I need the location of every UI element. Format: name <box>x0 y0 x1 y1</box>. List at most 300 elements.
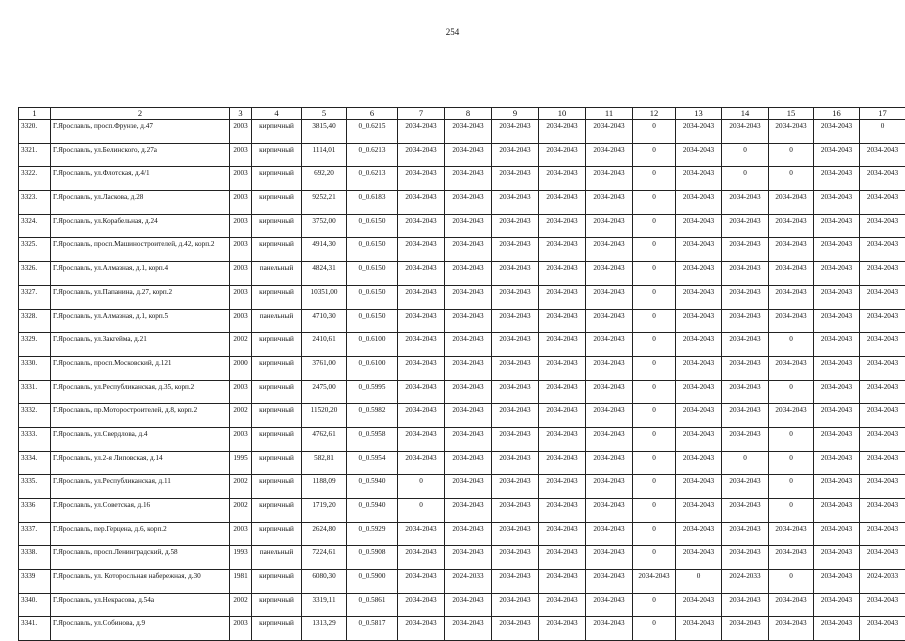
row-number: 3329. <box>19 333 51 357</box>
table-cell: 2003 <box>230 120 252 144</box>
table-cell: 2034-2043 <box>814 570 860 594</box>
table-cell: 2034-2043 <box>445 285 492 309</box>
table-cell: 2024-2033 <box>722 570 769 594</box>
table-cell: 2034-2043 <box>586 499 633 523</box>
table-cell: 2034-2043 <box>586 570 633 594</box>
table-cell: 2034-2043 <box>539 451 586 475</box>
table-cell: 2034-2043 <box>398 617 445 641</box>
table-cell: 2034-2043 <box>539 285 586 309</box>
table-cell: 2034-2043 <box>769 214 814 238</box>
table-cell: 2034-2043 <box>676 262 722 286</box>
table-cell: 0 <box>769 499 814 523</box>
table-row <box>19 593 905 617</box>
table-cell: 0 <box>633 427 676 451</box>
table-cell: 0_0.5817 <box>347 617 398 641</box>
table-cell: 4824,31 <box>302 262 347 286</box>
table-cell: 2034-2043 <box>398 333 445 357</box>
address-cell: Г.Ярославль, ул.Алмазная, д.1, корп.5 <box>51 309 230 333</box>
table-cell: 2034-2043 <box>492 214 539 238</box>
table-cell: кирпичный <box>252 522 302 546</box>
table-cell: 2034-2043 <box>398 522 445 546</box>
table-cell: 2034-2043 <box>586 380 633 404</box>
row-number: 3325. <box>19 238 51 262</box>
row-number: 3336 <box>19 499 51 523</box>
table-cell: 2034-2043 <box>539 546 586 570</box>
address-cell: Г.Ярославль, ул.Советская, д.16 <box>51 499 230 523</box>
table-row <box>19 191 905 215</box>
table-cell: 3815,40 <box>302 120 347 144</box>
table-cell: 2034-2043 <box>586 285 633 309</box>
address-cell: Г.Ярославль, ул.Республиканская, д.11 <box>51 475 230 499</box>
column-header: 13 <box>676 108 722 120</box>
table-cell: 0_0.6150 <box>347 238 398 262</box>
address-cell: Г.Ярославль, ул.Корабельная, д.24 <box>51 214 230 238</box>
table-cell: 2034-2043 <box>586 238 633 262</box>
table-cell: 2034-2043 <box>814 309 860 333</box>
table-cell: 0 <box>633 522 676 546</box>
table-cell: 2034-2043 <box>492 499 539 523</box>
column-header: 11 <box>586 108 633 120</box>
column-header: 12 <box>633 108 676 120</box>
page-number: 254 <box>0 27 905 37</box>
table-cell: 2034-2043 <box>676 380 722 404</box>
column-header: 10 <box>539 108 586 120</box>
housing-table <box>18 107 905 641</box>
address-cell: Г.Ярославль, ул. Которосльная набережная, д.30 <box>51 570 230 594</box>
row-number: 3322. <box>19 167 51 191</box>
table-cell: панельный <box>252 262 302 286</box>
table-cell: 2034-2043 <box>860 546 905 570</box>
table-row <box>19 427 905 451</box>
table-cell: 2034-2043 <box>492 451 539 475</box>
table-cell: 2034-2043 <box>445 380 492 404</box>
table-cell: 2034-2043 <box>398 451 445 475</box>
table-cell: 2034-2043 <box>722 522 769 546</box>
table-cell: 2034-2043 <box>398 262 445 286</box>
table-cell: 2034-2043 <box>860 593 905 617</box>
table-row <box>19 214 905 238</box>
table-cell: 2003 <box>230 262 252 286</box>
row-number: 3335. <box>19 475 51 499</box>
table-cell: 4762,61 <box>302 427 347 451</box>
column-header: 2 <box>51 108 230 120</box>
table-cell: 0_0.6100 <box>347 333 398 357</box>
table-cell: 0 <box>769 570 814 594</box>
table-cell: 2034-2043 <box>676 285 722 309</box>
table-cell: 2034-2043 <box>814 262 860 286</box>
table-cell: 0 <box>860 120 905 144</box>
table-row <box>19 617 905 641</box>
table-row <box>19 167 905 191</box>
table-row <box>19 143 905 167</box>
table-cell: 2034-2043 <box>445 167 492 191</box>
table-cell: 2034-2043 <box>398 120 445 144</box>
table-cell: 0 <box>633 475 676 499</box>
table-cell: 0_0.5900 <box>347 570 398 594</box>
table-cell: 10351,00 <box>302 285 347 309</box>
row-number: 3333. <box>19 427 51 451</box>
table-cell: 2034-2043 <box>398 143 445 167</box>
table-cell: 2034-2043 <box>676 546 722 570</box>
table-cell: 0 <box>769 167 814 191</box>
table-cell: 692,20 <box>302 167 347 191</box>
table-cell: 2034-2043 <box>586 333 633 357</box>
table-cell: 2034-2043 <box>860 214 905 238</box>
table-cell: 0 <box>633 617 676 641</box>
table-cell: кирпичный <box>252 617 302 641</box>
table-cell: 2034-2043 <box>398 285 445 309</box>
table-cell: 2034-2043 <box>722 380 769 404</box>
table-cell: 2034-2043 <box>814 285 860 309</box>
table-cell: 0 <box>769 427 814 451</box>
table-cell: 2034-2043 <box>445 191 492 215</box>
table-cell: 2034-2043 <box>860 309 905 333</box>
table-cell: 2034-2043 <box>586 451 633 475</box>
address-cell: Г.Ярославль, ул.Папанина, д.27, корп.2 <box>51 285 230 309</box>
table-cell: 2034-2043 <box>586 427 633 451</box>
table-cell: 2034-2043 <box>860 522 905 546</box>
table-cell: 2034-2043 <box>492 546 539 570</box>
table-row <box>19 451 905 475</box>
table-cell: 4914,30 <box>302 238 347 262</box>
table-cell: 2003 <box>230 522 252 546</box>
table-cell: 0_0.6150 <box>347 262 398 286</box>
address-cell: Г.Ярославль, просп.Ленинградский, д.58 <box>51 546 230 570</box>
table-cell: 2034-2043 <box>398 546 445 570</box>
table-cell: 2034-2043 <box>398 404 445 428</box>
table-cell: 2034-2043 <box>676 404 722 428</box>
table-cell: 2034-2043 <box>769 262 814 286</box>
table-cell: 2034-2043 <box>586 356 633 380</box>
address-cell: Г.Ярославль, ул.Флотская, д.4/1 <box>51 167 230 191</box>
table-cell: 2034-2043 <box>539 333 586 357</box>
table-cell: 0 <box>633 238 676 262</box>
table-cell: 0 <box>398 475 445 499</box>
table-cell: 0_0.6183 <box>347 191 398 215</box>
table-cell: 2003 <box>230 285 252 309</box>
table-cell: 0_0.5954 <box>347 451 398 475</box>
table-cell: кирпичный <box>252 499 302 523</box>
table-cell: 2034-2043 <box>769 356 814 380</box>
table-cell: 2003 <box>230 167 252 191</box>
address-cell: Г.Ярославль, пер.Герцена, д.6, корп.2 <box>51 522 230 546</box>
table-cell: 0_0.6213 <box>347 143 398 167</box>
table-cell: 0 <box>633 285 676 309</box>
table-cell: 2003 <box>230 309 252 333</box>
column-header: 9 <box>492 108 539 120</box>
table-cell: 2034-2043 <box>860 356 905 380</box>
table-cell: 2034-2043 <box>860 499 905 523</box>
table-row <box>19 285 905 309</box>
table-cell: 2034-2043 <box>814 451 860 475</box>
table-cell: кирпичный <box>252 356 302 380</box>
row-number: 3338. <box>19 546 51 570</box>
table-cell: 2034-2043 <box>445 333 492 357</box>
table-cell: 2034-2043 <box>676 522 722 546</box>
row-number: 3323. <box>19 191 51 215</box>
table-cell: 2034-2043 <box>769 617 814 641</box>
table-cell: 2034-2043 <box>539 499 586 523</box>
table-cell: 2034-2043 <box>398 191 445 215</box>
table-cell: 11520,20 <box>302 404 347 428</box>
table-cell: 2034-2043 <box>676 167 722 191</box>
row-number: 3337. <box>19 522 51 546</box>
table-cell: 2034-2043 <box>492 427 539 451</box>
table-cell: 2034-2043 <box>860 238 905 262</box>
table-cell: 2034-2043 <box>539 356 586 380</box>
table-cell: 2034-2043 <box>860 333 905 357</box>
column-header: 7 <box>398 108 445 120</box>
address-cell: Г.Ярославль, ул.Республиканская, д.35, корп.2 <box>51 380 230 404</box>
table-cell: 0_0.5982 <box>347 404 398 428</box>
table-cell: 2034-2043 <box>814 522 860 546</box>
table-cell: 2034-2043 <box>539 167 586 191</box>
table-cell: кирпичный <box>252 167 302 191</box>
table-cell: 2034-2043 <box>445 499 492 523</box>
table-cell: 1313,29 <box>302 617 347 641</box>
column-header: 17 <box>860 108 905 120</box>
table-cell: 2034-2043 <box>398 570 445 594</box>
table-cell: 1995 <box>230 451 252 475</box>
table-cell: 2034-2043 <box>769 285 814 309</box>
table-cell: 2034-2043 <box>445 475 492 499</box>
table-cell: 2034-2043 <box>814 238 860 262</box>
table-cell: 2003 <box>230 427 252 451</box>
table-cell: 0 <box>722 167 769 191</box>
table-cell: 0_0.5940 <box>347 475 398 499</box>
table-cell: 2034-2043 <box>676 451 722 475</box>
table-row <box>19 499 905 523</box>
table-cell: 2034-2043 <box>586 404 633 428</box>
table-cell: 2034-2043 <box>860 427 905 451</box>
table-row <box>19 333 905 357</box>
table-cell: 0 <box>722 143 769 167</box>
table-row <box>19 380 905 404</box>
table-cell: 2034-2043 <box>539 143 586 167</box>
table-cell: 2034-2043 <box>860 617 905 641</box>
row-number: 3331. <box>19 380 51 404</box>
table-cell: 2034-2043 <box>769 191 814 215</box>
table-cell: 0_0.6150 <box>347 309 398 333</box>
table-cell: кирпичный <box>252 570 302 594</box>
table-cell: 0 <box>769 475 814 499</box>
table-cell: 2034-2043 <box>492 404 539 428</box>
table-cell: 2034-2043 <box>814 333 860 357</box>
table-cell: кирпичный <box>252 191 302 215</box>
table-cell: 2034-2043 <box>769 546 814 570</box>
table-cell: 0 <box>769 380 814 404</box>
row-number: 3326. <box>19 262 51 286</box>
table-cell: 2003 <box>230 380 252 404</box>
table-cell: 2034-2043 <box>398 593 445 617</box>
table-cell: 2034-2043 <box>539 593 586 617</box>
table-cell: кирпичный <box>252 380 302 404</box>
table-cell: 0 <box>633 333 676 357</box>
table-cell: 2034-2043 <box>722 593 769 617</box>
table-cell: 2034-2043 <box>539 475 586 499</box>
table-cell: 0 <box>633 262 676 286</box>
address-cell: Г.Ярославль, ул.Собинова, д.9 <box>51 617 230 641</box>
table-cell: 2034-2043 <box>722 499 769 523</box>
table-cell: 2034-2043 <box>539 238 586 262</box>
table-cell: 2034-2043 <box>860 380 905 404</box>
table-cell: 2034-2043 <box>860 143 905 167</box>
table-cell: 2034-2043 <box>539 309 586 333</box>
table-cell: 0 <box>633 191 676 215</box>
table-cell: 0 <box>633 143 676 167</box>
table-cell: 2034-2043 <box>539 262 586 286</box>
table-cell: 0_0.5940 <box>347 499 398 523</box>
table-cell: 2034-2043 <box>586 522 633 546</box>
table-cell: 2034-2043 <box>722 191 769 215</box>
column-header: 1 <box>19 108 51 120</box>
table-cell: 2034-2043 <box>445 404 492 428</box>
table-cell: 2034-2043 <box>586 309 633 333</box>
table-cell: 2034-2043 <box>814 593 860 617</box>
row-number: 3321. <box>19 143 51 167</box>
table-cell: 2034-2043 <box>814 546 860 570</box>
table-cell: 2034-2043 <box>398 214 445 238</box>
address-cell: Г.Ярославль, ул.Некрасова, д.54а <box>51 593 230 617</box>
table-cell: 1719,20 <box>302 499 347 523</box>
table-cell: 6080,30 <box>302 570 347 594</box>
row-number: 3330. <box>19 356 51 380</box>
table-cell: 0_0.5958 <box>347 427 398 451</box>
table-cell: 2034-2043 <box>722 333 769 357</box>
table-cell: 2034-2043 <box>445 356 492 380</box>
table-cell: 2034-2043 <box>492 593 539 617</box>
row-number: 3320. <box>19 120 51 144</box>
table-cell: 2034-2043 <box>492 522 539 546</box>
table-cell: кирпичный <box>252 475 302 499</box>
table-cell: 2034-2043 <box>860 451 905 475</box>
table-cell: 2034-2043 <box>539 617 586 641</box>
table-cell: 2034-2043 <box>586 167 633 191</box>
table-cell: 0 <box>633 380 676 404</box>
column-header: 5 <box>302 108 347 120</box>
table-cell: 2034-2043 <box>398 427 445 451</box>
table-cell: 1114,01 <box>302 143 347 167</box>
table-cell: 2034-2043 <box>492 285 539 309</box>
column-header: 16 <box>814 108 860 120</box>
table-cell: 2002 <box>230 404 252 428</box>
table-cell: 2034-2043 <box>398 238 445 262</box>
table-cell: 2034-2043 <box>722 546 769 570</box>
table-cell: 2034-2043 <box>492 570 539 594</box>
table-cell: 2034-2043 <box>445 143 492 167</box>
column-header: 8 <box>445 108 492 120</box>
table-cell: 2003 <box>230 214 252 238</box>
column-header: 15 <box>769 108 814 120</box>
table-cell: 2034-2043 <box>492 238 539 262</box>
table-cell: 2002 <box>230 593 252 617</box>
table-cell: 2034-2043 <box>769 404 814 428</box>
table-cell: 2003 <box>230 191 252 215</box>
table-cell: 2034-2043 <box>586 143 633 167</box>
table-cell: 2034-2043 <box>398 167 445 191</box>
address-cell: Г.Ярославль, ул.Белинского, д.27а <box>51 143 230 167</box>
address-cell: Г.Ярославль, ул.2-я Липовская, д.14 <box>51 451 230 475</box>
table-cell: 2034-2043 <box>445 120 492 144</box>
table-cell: 7224,61 <box>302 546 347 570</box>
table-cell: 2034-2043 <box>814 427 860 451</box>
table-cell: 2034-2043 <box>676 356 722 380</box>
table-cell: кирпичный <box>252 143 302 167</box>
address-cell: Г.Ярославль, просп.Московский, д.121 <box>51 356 230 380</box>
table-cell: 2034-2043 <box>633 570 676 594</box>
table-cell: 2034-2043 <box>722 617 769 641</box>
table-cell: 2034-2043 <box>722 427 769 451</box>
table-cell: 2034-2043 <box>539 380 586 404</box>
table-cell: 2003 <box>230 238 252 262</box>
table-cell: 0_0.5995 <box>347 380 398 404</box>
table-cell: 3319,11 <box>302 593 347 617</box>
table-cell: 2034-2043 <box>722 309 769 333</box>
address-cell: Г.Ярославль, пр.Моторостроителей, д.8, корп.2 <box>51 404 230 428</box>
table-cell: 2034-2043 <box>676 499 722 523</box>
table-cell: 2034-2043 <box>769 309 814 333</box>
table-cell: 2034-2043 <box>814 143 860 167</box>
table-row <box>19 475 905 499</box>
table-cell: 2034-2043 <box>398 356 445 380</box>
table-cell: 0 <box>769 143 814 167</box>
table-cell: кирпичный <box>252 427 302 451</box>
table-cell: 2034-2043 <box>722 356 769 380</box>
table-cell: 2034-2043 <box>769 238 814 262</box>
row-number: 3324. <box>19 214 51 238</box>
table-cell: 2034-2043 <box>492 167 539 191</box>
table-cell: 2034-2043 <box>860 285 905 309</box>
table-cell: 1981 <box>230 570 252 594</box>
table-cell: 4710,30 <box>302 309 347 333</box>
table-cell: 2034-2043 <box>676 238 722 262</box>
table-cell: панельный <box>252 546 302 570</box>
table-cell: 0 <box>769 451 814 475</box>
table-cell: 2024-2033 <box>445 570 492 594</box>
table-cell: 2034-2043 <box>445 617 492 641</box>
table-cell: 2034-2043 <box>676 593 722 617</box>
table-cell: 0_0.6150 <box>347 285 398 309</box>
column-header: 14 <box>722 108 769 120</box>
table-cell: 2034-2043 <box>722 262 769 286</box>
column-header: 3 <box>230 108 252 120</box>
table-cell: 2034-2043 <box>676 214 722 238</box>
row-number: 3334. <box>19 451 51 475</box>
table-cell: 2034-2043 <box>445 593 492 617</box>
table-body <box>19 120 905 641</box>
table-cell: 2034-2043 <box>445 262 492 286</box>
table-cell: 0 <box>398 499 445 523</box>
table-cell: 2034-2043 <box>860 262 905 286</box>
row-number: 3341. <box>19 617 51 641</box>
table-cell: 2034-2043 <box>814 617 860 641</box>
table-cell: 0_0.6100 <box>347 356 398 380</box>
table-cell: 2034-2043 <box>814 191 860 215</box>
table-cell: 2034-2043 <box>769 593 814 617</box>
address-cell: Г.Ярославль, просп.Машиностроителей, д.42, корп.2 <box>51 238 230 262</box>
table-cell: 2034-2043 <box>586 262 633 286</box>
table-cell: 2034-2043 <box>676 143 722 167</box>
table-cell: 2034-2043 <box>492 617 539 641</box>
table-cell: 2034-2043 <box>398 309 445 333</box>
table-cell: 2034-2043 <box>676 120 722 144</box>
table-cell: 2034-2043 <box>445 214 492 238</box>
table-cell: 2034-2043 <box>814 356 860 380</box>
table-cell: 2034-2043 <box>814 167 860 191</box>
table-cell: 2034-2043 <box>676 427 722 451</box>
table-cell: 0 <box>633 356 676 380</box>
table-cell: 2034-2043 <box>722 120 769 144</box>
